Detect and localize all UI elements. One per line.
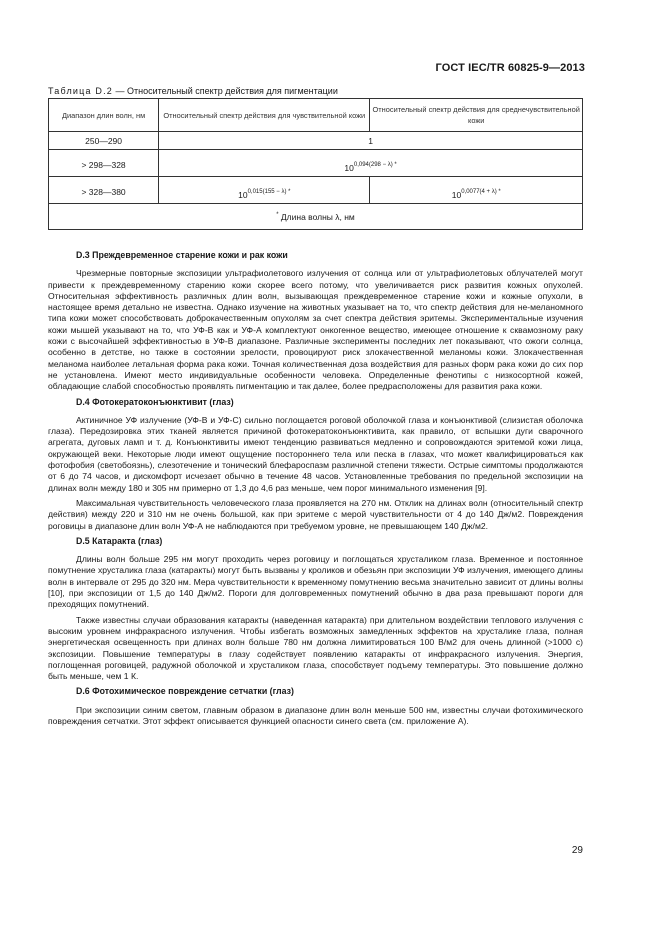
table-row (49, 132, 583, 150)
paragraph: Длины волн больше 295 нм могут проходить через роговицу и поглощаться хрусталиком глаза. Временное и постоянное помутнение хрусталика глаза (катаракты) могут быть вызваны у кроликов и обезьян при экспозиции УФ излучения, имеющего длины волн в интервале от 295 до 320 нм. Мера чувствительности к временному помутнению весьма значительно зависит от длины волны [10], при экспозиции от 1,5 до 140 Дж/м2. Пороги для долговременных помутнений обычно в два раза превышают пороги для преходящих помутнений. (48, 554, 583, 610)
standard-header: ГОСТ IEC/TR 60825-9—2013 (435, 62, 585, 74)
section-title: D.6 Фотохимическое повреждение сетчатки (глаз) (76, 686, 294, 697)
section-title: D.4 Фотокератоконъюнктивит (глаз) (76, 396, 234, 407)
section-d6 (48, 686, 583, 727)
page-number: 29 (571, 845, 583, 856)
paragraph: Максимальная чувствительность человеческого глаза проявляется на 270 нм. Отклик на длинах волн (относительный спектр действия) между 220 и 310 нм не очень большой, как при эритеме с мерой чувствительности от 4 до 140 Дж/м2. Повреждения роговицы в диапазоне длин волн УФ-А не наблюдаются при требуемом уровне, не превышающем 140 Дж/м2. (48, 497, 583, 531)
paragraph: Актиничное УФ излучение (УФ-В и УФ-С) сильно поглощается роговой оболочкой глаза и конъюнктивой (слизистая оболочка глаза). Передозировка этих тканей является причиной фотокератоконъюнктивита, как правило, от вспышки дуги сварочного агрегата, дуговых ламп и т. д. Конъюнктивиты имеют тенденцию развиваться медленно и сопровождаются эритемой кожи лица, окружающей веки. Некоторые люди имеют ощущение постороннего тела или песка в глазах, что может квалифицироваться как фотофобия (светобоязнь), слезотечение и тонический блефароспазм различной степени тяжести. Острые симптомы продолжаются от 6 до 74 часов, и дискомфорт исчезает обычно в течение 48 часов. Установленные требования по предельной экспозиции на длинах волн между 180 и 305 нм примерно от 1,3 до 4,6 раз меньше, чем порог минимального изменения [9]. (48, 414, 583, 493)
table-cell-formula: $10^{0,015(155 - \lambda) *}$ (159, 177, 370, 204)
table-caption (48, 86, 338, 96)
paragraph: Чрезмерные повторные экспозиции ультрафиолетового излучения от солнца или от ультрафиолетовых облучателей могут привести к преждевременному старению кожи скорее всего потому, что увеличивается риск развития кожных опухолей. Относительная эффективность различных длин волн, вызывающая преждевременное старение кожи и кожные опухоли, в настоящее время детально не известна. Однако изучение на животных указывает на то, что спектр действия для не-меланомного типа кожи может способствовать доброкачественным опухолям за счет спектра действия эритемы. Экспериментальные изучения кожи мышей указывают на то, что УФ-В как и УФ-А комплектуют онкогенное вещество, имеющее отношение к сквамозному раку кожи с высочайшей эффективностью в УФ-В диапазоне. Различные эксперименты последних лет показывают, что ожоги солнца, особенно в детстве, но также в состоянии зрелости, провоцируют риск злокачественной меланомы кожи. Злокачественная меланома наиболее летальная форма рака кожи. Точная количественная доза воздействия для разных форм рака кожи до сих пор не установлена. Имеют место индивидуальные особенности человека. Определенные фенотипы с низкосортной кожей, обладающие слабой способностью проявлять пигментацию и так далее, более предрасположены для развития рака кожи. (48, 268, 583, 392)
section-d3 (48, 250, 583, 393)
paragraph: При экспозиции синим светом, главным образом в диапазоне длин волн меньше 500 нм, известны случаи фотохимического повреждения сетчатки. Этот эффект описывается функцией опасности синего света (см. приложение А). (48, 704, 583, 726)
table-row (49, 177, 583, 204)
table-cell-range: > 328—380 (49, 177, 159, 204)
paragraph: Также известны случаи образования катаракты (наведенная катаракта) при длительном воздействии теплового излучения с высоким уровнем инфракрасного излучения. Чтобы избегать возможных замедленных эффектов на хрусталике глаза, полная энергетическая освещенность при длинах волн больше 780 нм должна лимитироваться 100 В/м2 для очень длинной (>1000 с) экспозиции. Повышение температуры в глазу содействует появлению катаракты от инфракрасного излучения. Энергия, поглощенная роговицей, радужной оболочкой и хрусталиком глаза, способствует подъему температуры. Это повышение должно быть меньше, чем 1 К. (48, 614, 583, 682)
document-body (48, 250, 583, 731)
table-cell-range: > 298—328 (49, 150, 159, 177)
table-header-sensitive: Относительный спектр действия для чувствительной кожи (159, 99, 370, 132)
table-row (49, 150, 583, 177)
section-title: D.5 Катаракта (глаз) (76, 535, 163, 546)
section-title: D.3 Преждевременное старение кожи и рак кожи (76, 250, 288, 260)
table-footnote: * Длина волны λ, нм (49, 204, 583, 230)
section-d4 (48, 397, 583, 532)
section-d5 (48, 536, 583, 683)
table-cell-formula: $10^{0,0077(4 + \lambda) *}$ (370, 177, 583, 204)
table-caption-text: — Относительный спектр действия для пигментации (113, 86, 338, 96)
table-header-medium: Относительный спектр действия для среднечувствительной кожи (370, 99, 583, 132)
table-cell-range: 250—290 (49, 132, 159, 150)
table-cell-formula: $10^{0,094(298 - \lambda) *}$ (159, 150, 583, 177)
table-header-range: Диапазон длин волн, нм (49, 99, 159, 132)
table-footnote-row (49, 204, 583, 230)
table-caption-label: Таблица D.2 (48, 86, 113, 96)
table-cell-value: 1 (159, 132, 583, 150)
action-spectrum-table (48, 98, 583, 230)
